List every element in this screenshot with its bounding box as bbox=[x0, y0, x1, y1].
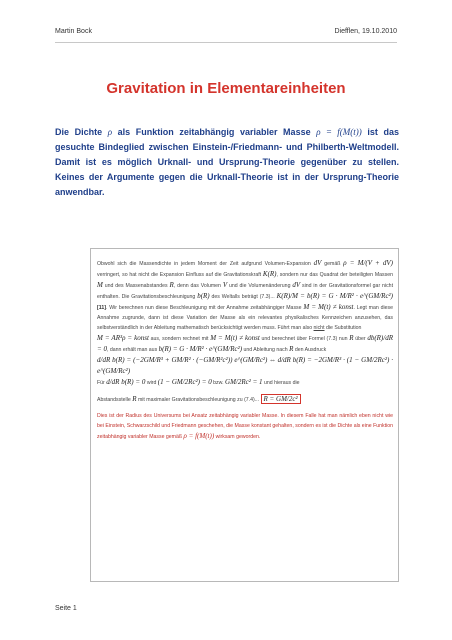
formula: GM/2Rc² = 1 bbox=[225, 378, 263, 386]
text: und Ableitung nach bbox=[243, 347, 288, 353]
reference-7-4: (7.4)... bbox=[244, 397, 260, 403]
page-title: Gravitation in Elementareinheiten bbox=[106, 80, 346, 97]
text: wird bbox=[146, 380, 157, 386]
derivative-line bbox=[97, 355, 393, 377]
lead-formula: ρ = f(M(t)) bbox=[316, 127, 362, 137]
text: die Substitution bbox=[325, 325, 362, 331]
header-author: Martin Bock bbox=[55, 28, 92, 35]
reference-11: [11] bbox=[97, 305, 106, 311]
lead-text-1: Die Dichte bbox=[55, 127, 103, 137]
formula: ρ = M/(V + dV) bbox=[343, 259, 393, 267]
text: den Ausdruck bbox=[294, 347, 327, 353]
formula: b(R) bbox=[197, 292, 210, 300]
text: sind in der Gravitationsformel gar nicht enthalten. Die Gravitationsbeschleunigung bbox=[97, 283, 394, 300]
header-place-date: Diefflen, 19.10.2010 bbox=[334, 28, 397, 35]
formula: b(R) = G · M/R² · e^(GM/Rc²) bbox=[158, 345, 243, 353]
text: . Legt man diese Annahme zugrunde, dann ist diese Variation der Masse als ein relevantes physikalisches Kennzeichen anzusehen, das selbstverständlich in der Ableitung mathematisch berücksichtigt werden muss. Führt man also bbox=[97, 305, 393, 331]
formula: K(R) bbox=[262, 270, 277, 278]
text: . Wir berechnen nun diese Beschleunigung mit der Annahme zeitabhängiger Masse bbox=[105, 305, 302, 311]
text: gemäß bbox=[324, 261, 341, 267]
text: aus, sondern rechnet mit bbox=[150, 336, 209, 342]
formula: dV bbox=[292, 281, 301, 289]
text: Dies ist der Radius des Universums bei Ansatz zeitabhängig variabler Masse. In diesem Falle hat man nämlich eben nicht wie bei Einstein, Schwarzschild und Friedmann geschehen, die Masse konstant gehalten, sondern es ist die Dichte als eine Funktion zeitabhängig variabler Masse gemäß bbox=[97, 413, 393, 440]
formula-derivative-2: d/dR b(R) = −2GM/R³ · (1 − GM/2Rc²) · e^(GM/Rc²) bbox=[97, 356, 393, 375]
text: , dann erhält man aus bbox=[106, 347, 158, 353]
text: und berechnet über Formel (7.3) nun bbox=[261, 336, 348, 342]
formula: M bbox=[97, 281, 103, 289]
text: über bbox=[355, 336, 366, 342]
formula: db(R)/dR = 0 bbox=[97, 334, 393, 353]
text: , sondern nur das Quadrat der beteiligten Massen bbox=[276, 272, 393, 278]
formula-substitution: M = AR³ρ = konst bbox=[97, 334, 149, 342]
radius-line bbox=[97, 394, 393, 405]
formula: R bbox=[169, 281, 174, 289]
emphasis-nicht: nicht bbox=[313, 325, 325, 331]
equivalence-symbol: ⇔ bbox=[268, 356, 276, 364]
formula: R bbox=[289, 345, 294, 353]
body-text bbox=[97, 258, 393, 442]
paragraph-1 bbox=[97, 258, 393, 355]
header-divider bbox=[55, 42, 397, 43]
conclusion-paragraph bbox=[97, 411, 393, 442]
text: , denn das Volumen bbox=[173, 283, 221, 289]
formula-7-4-boxed: R = GM/2c² bbox=[261, 394, 301, 404]
text: Abstandsstelle bbox=[97, 397, 131, 403]
formula-derivative-1: d/dR b(R) = (−2GM/R³ + GM/R² · (−GM/R²c²)) e^(GM/Rc²) bbox=[97, 356, 268, 364]
condition-line bbox=[97, 377, 393, 388]
formula: ρ = f(M(t)) bbox=[183, 432, 215, 440]
lead-text-2: als Funktion zeitabhängig variabler Masse bbox=[117, 127, 311, 137]
text: Obwohl sich die Massendichte in jedem Moment der Zeit aufgrund Volumen-Expansion bbox=[97, 261, 311, 267]
lead-text-3: ist das gesuchte Bindeglied zwischen Einstein-/Friedmann- und Philberth-Weltmodell. Damit ist es möglich Urknall- und Ursprung-Theorie gegenüber zu stellen. Keines der Argumente gegen die Urknall-Theorie ist in der Ursprung-Theorie anwendbar. bbox=[55, 127, 399, 197]
formula: R bbox=[349, 334, 354, 342]
formula: M = M(t) ≠ konst bbox=[303, 303, 354, 311]
formula: R bbox=[132, 395, 137, 403]
formula: M = M(t) ≠ konst bbox=[210, 334, 260, 342]
formula: dV bbox=[313, 259, 322, 267]
page-number: Seite 1 bbox=[55, 605, 77, 612]
text: mit maximaler Gravitationsbeschleunigung zu bbox=[137, 397, 243, 403]
text: des Weltalls beträgt (7.3)... bbox=[211, 294, 275, 300]
text: bzw. bbox=[213, 380, 224, 386]
text: und die Volumenänderung bbox=[229, 283, 291, 289]
lead-rho: ρ bbox=[107, 127, 113, 137]
formula: V bbox=[222, 281, 228, 289]
formula-7-3: K(R)/M = b(R) = G · M/R² · e^(GM/Rc²) bbox=[276, 292, 393, 300]
formula: d/dR b(R) = 0 bbox=[106, 378, 146, 386]
text: Für bbox=[97, 380, 105, 386]
formula: (1 − GM/2Rc²) = 0 bbox=[157, 378, 212, 386]
lead-paragraph bbox=[55, 125, 399, 200]
text: und hieraus die bbox=[264, 380, 300, 386]
text: und des Massenabstandes bbox=[104, 283, 168, 289]
text: verringert, so hat nicht die Expansion Einfluss auf die Gravitationskraft bbox=[97, 272, 262, 278]
text: wirksam geworden. bbox=[215, 434, 261, 440]
